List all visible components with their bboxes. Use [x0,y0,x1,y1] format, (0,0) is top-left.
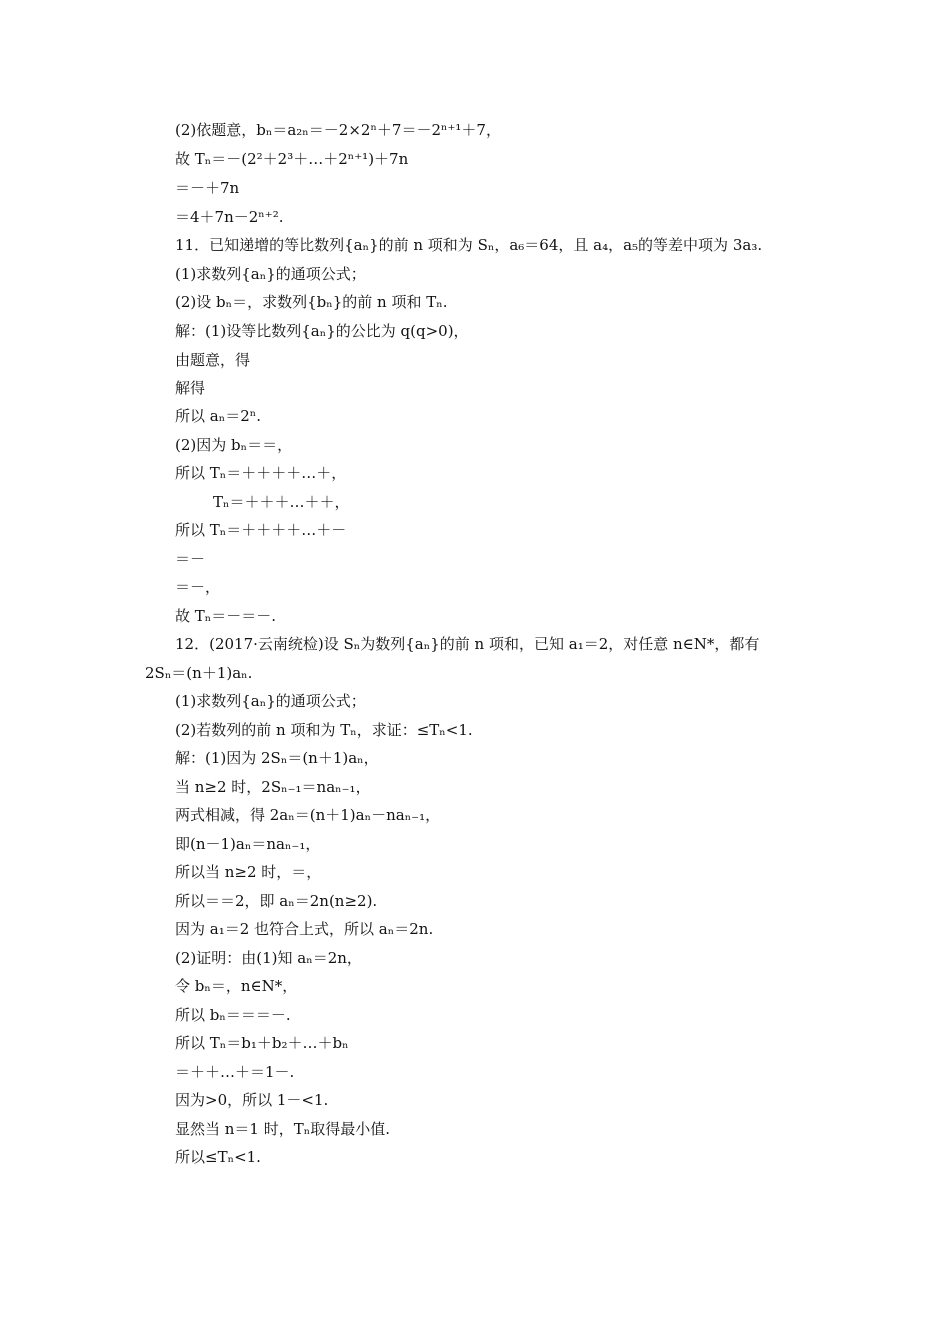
text-line: 令 bₙ＝，n∈N*， [175,977,298,995]
problem-12-statement: 12．(2017·云南统检)设 Sₙ为数列{aₙ}的前 n 项和，已知 a₁＝2，对任意 n∈N*，都有 [175,635,760,653]
text-line: 故 Tₙ＝－＝－. [175,607,277,625]
text-line: ＝＋＋…＋＝1－. [175,1063,295,1081]
text-line: 2Sₙ＝(n＋1)aₙ. [145,664,253,682]
text-line: 所以 aₙ＝2ⁿ. [175,407,262,425]
text-line: 即(n－1)aₙ＝naₙ₋₁， [175,835,321,853]
text-line: 故 Tₙ＝－(2²＋2³＋…＋2ⁿ⁺¹)＋7n [175,150,409,168]
text-line: (1)求数列{aₙ}的通项公式； [175,692,366,710]
text-line: 所以＝＝2，即 aₙ＝2n(n≥2). [175,892,378,910]
text-line: (2)依题意，bₙ＝a₂ₙ＝－2×2ⁿ＋7＝－2ⁿ⁺¹＋7， [175,121,501,139]
text-line: ＝－＋7n [175,179,240,197]
text-line: 所以 Tₙ＝＋＋＋＋…＋， [175,464,347,482]
text-line: 所以≤Tₙ<1. [175,1148,261,1166]
text-line: 所以 Tₙ＝＋＋＋＋…＋－ [175,521,347,539]
text-line: 解得 [175,379,206,397]
text-line: 显然当 n＝1 时，Tₙ取得最小值. [175,1120,391,1138]
text-line: Tₙ＝＋＋＋…＋＋， [213,493,350,511]
text-line: 所以 bₙ＝＝＝－. [175,1006,291,1024]
text-line: 两式相减，得 2aₙ＝(n＋1)aₙ－naₙ₋₁， [175,806,441,824]
text-line: 所以当 n≥2 时，＝， [175,863,322,881]
text-line: (1)求数列{aₙ}的通项公式； [175,265,366,283]
text-line: 由题意，得 [175,351,251,369]
text-line: ＝－， [175,578,221,596]
text-line: 所以 Tₙ＝b₁＋b₂＋…＋bₙ [175,1034,349,1052]
text-line: 解：(1)因为 2Sₙ＝(n＋1)aₙ， [175,749,379,767]
text-line: ＝－ [175,550,206,568]
text-line: (2)因为 bₙ＝＝， [175,436,293,454]
text-line: 解：(1)设等比数列{aₙ}的公比为 q(q>0)， [175,322,469,340]
text-line: (2)证明：由(1)知 aₙ＝2n， [175,949,362,967]
text-line: (2)设 bₙ＝，求数列{bₙ}的前 n 项和 Tₙ. [175,293,448,311]
text-line: 因为 a₁＝2 也符合上式，所以 aₙ＝2n. [175,920,434,938]
problem-11-statement: 11．已知递增的等比数列{aₙ}的前 n 项和为 Sₙ，a₆＝64，且 a₄，a₅的等差中项为 3a₃. [175,236,763,254]
text-line: ＝4＋7n－2ⁿ⁺². [175,208,284,226]
text-line: 当 n≥2 时，2Sₙ₋₁＝naₙ₋₁， [175,778,371,796]
text-line: 因为>0，所以 1－<1. [175,1091,329,1109]
text-line: (2)若数列的前 n 项和为 Tₙ，求证：≤Tₙ<1. [175,721,473,739]
